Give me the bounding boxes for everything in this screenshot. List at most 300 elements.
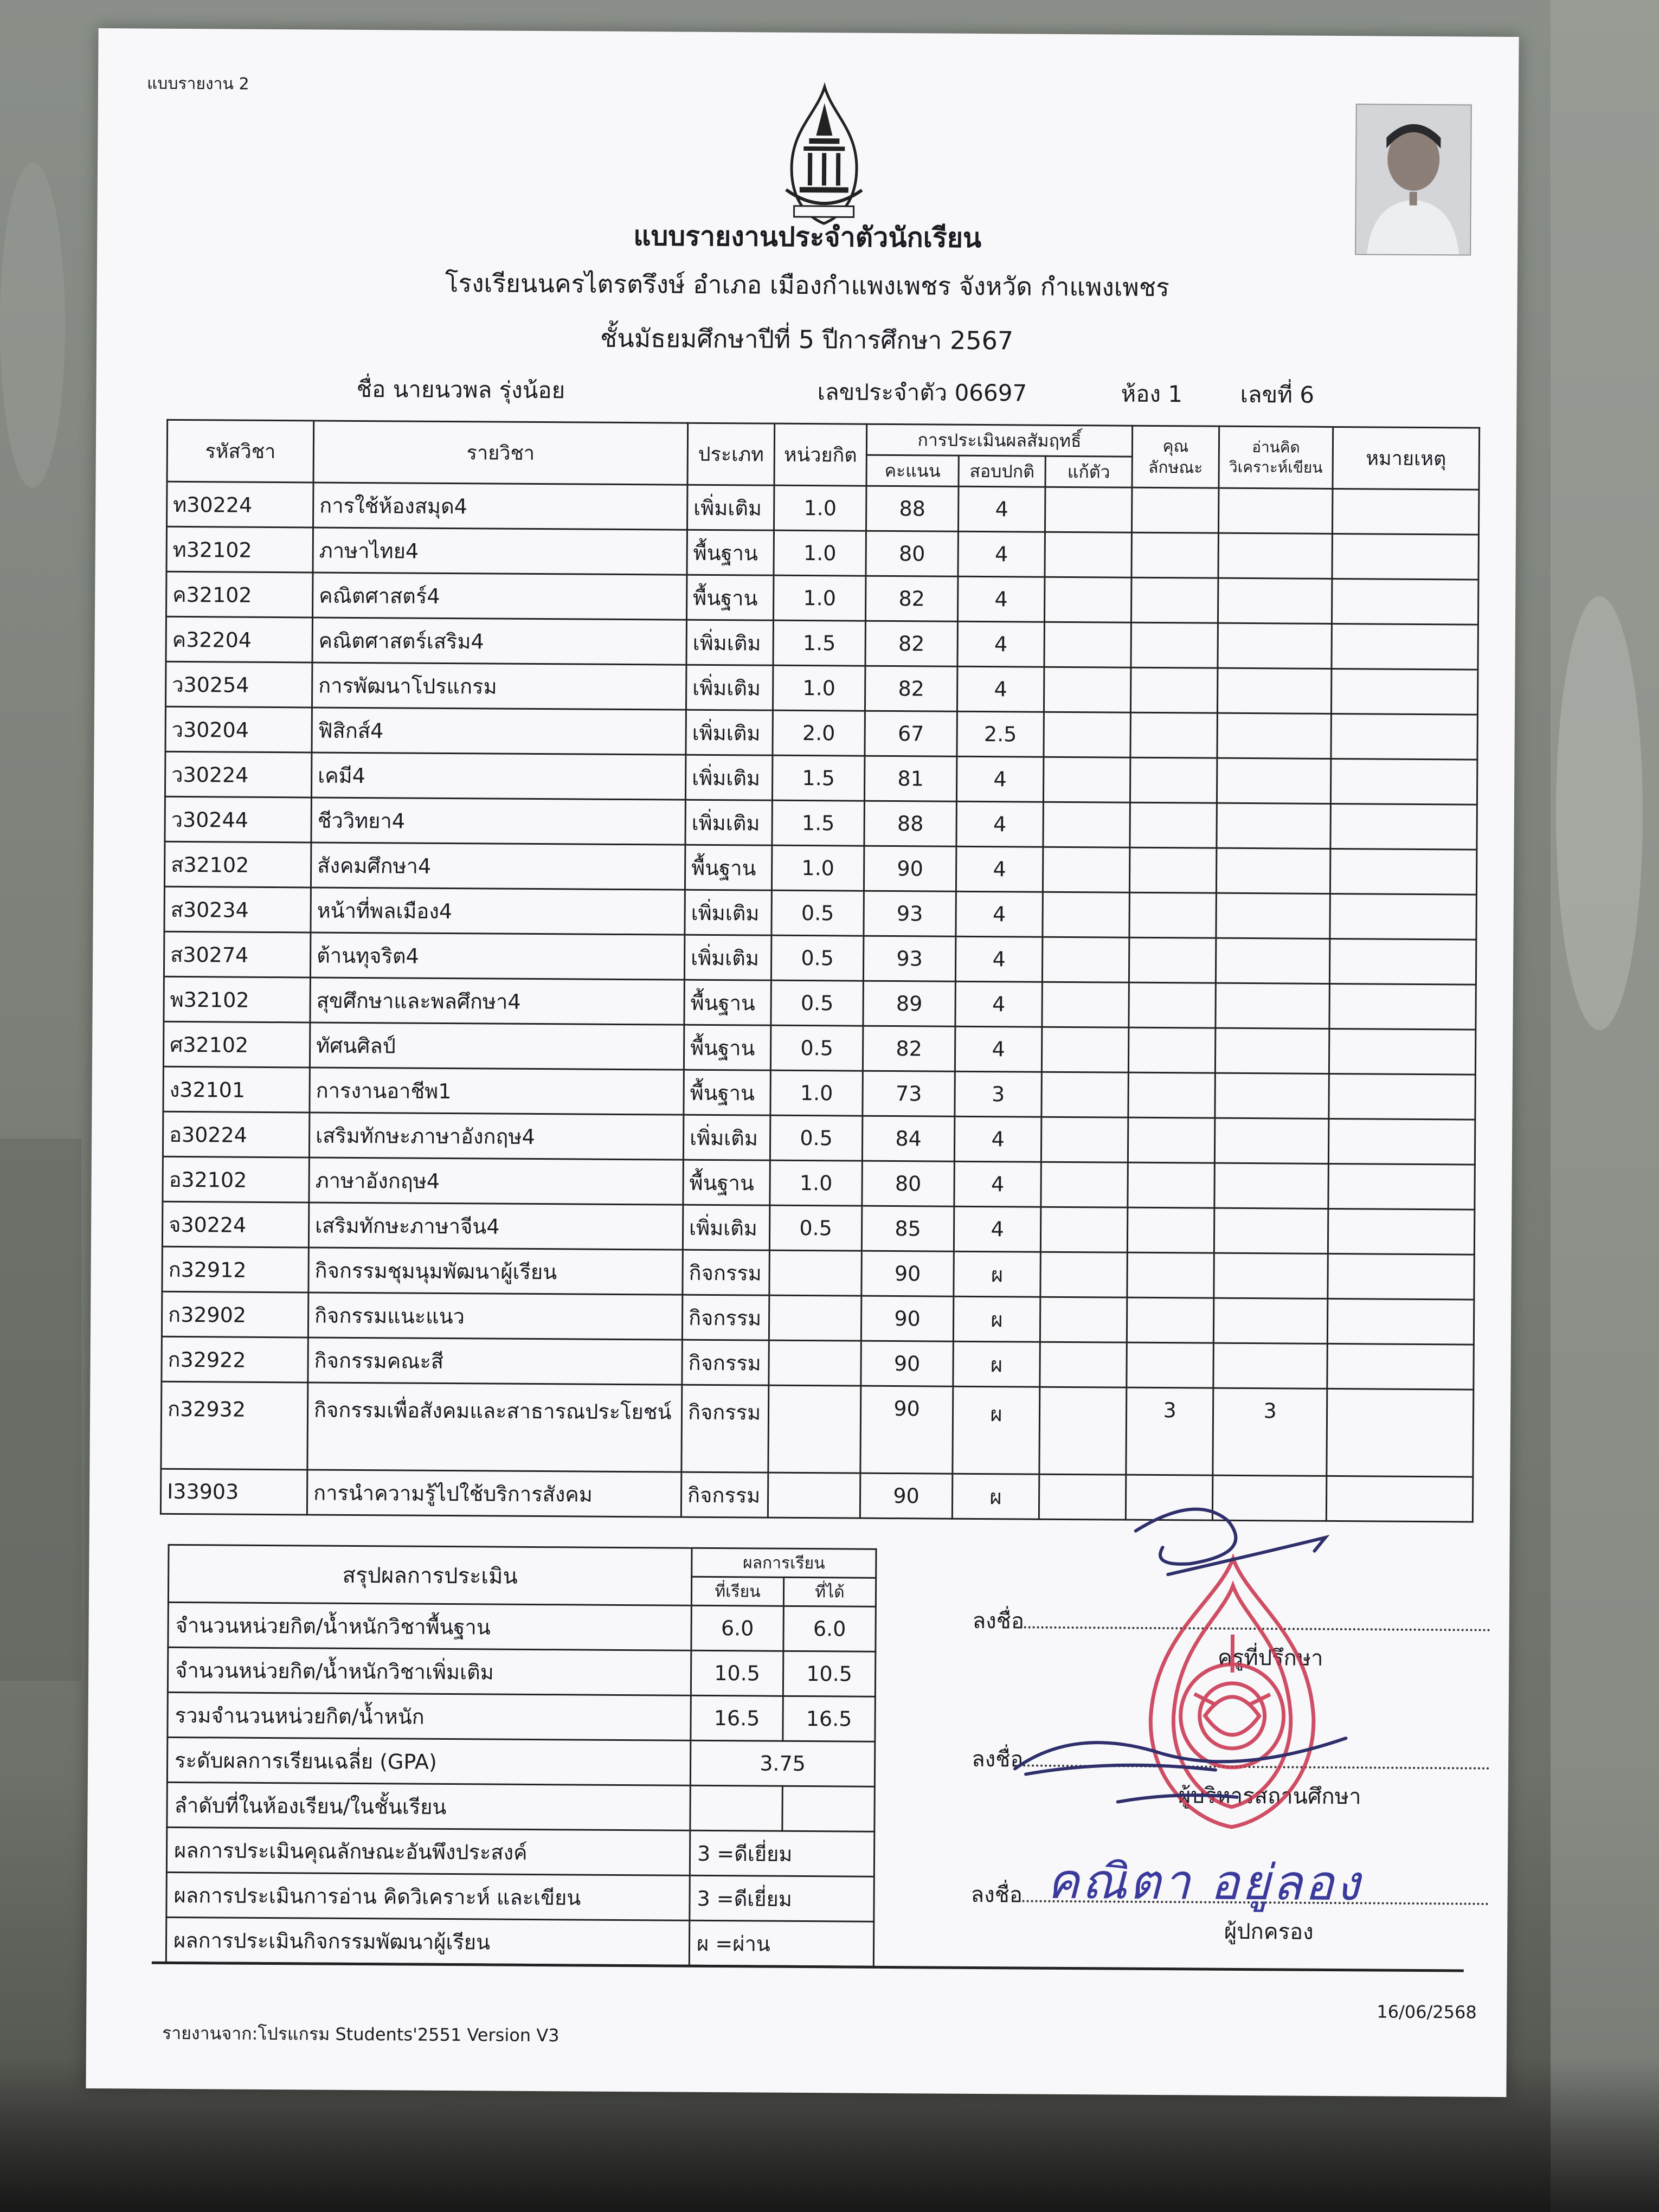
parent-handwritten-name: คณิตา อยู่ลอง: [1046, 1853, 1362, 1912]
school-emblem-logo: [769, 81, 879, 234]
subject-score: 93: [863, 936, 956, 981]
subject-remedial: [1041, 1117, 1128, 1162]
subject-credit: 0.5: [769, 1205, 862, 1251]
subject-type: พื้นฐาน: [685, 845, 772, 890]
subject-credit: [768, 1472, 860, 1518]
subject-code: ว30204: [165, 706, 312, 753]
subject-grade: 4: [955, 1026, 1042, 1072]
subject-score: 90: [864, 846, 956, 891]
subject-name: คณิตศาสตร์4: [312, 573, 686, 620]
subject-remedial: [1040, 1207, 1128, 1252]
table-row: [163, 1156, 1475, 1210]
subject-name: เสริมทักษะภาษาจีน4: [308, 1203, 683, 1250]
subject-reading: [1217, 713, 1332, 758]
report-paper: [86, 28, 1519, 2097]
subject-grade: 4: [954, 1161, 1041, 1207]
subject-remark: [1328, 1253, 1475, 1300]
subject-reading: [1214, 1253, 1328, 1298]
subject-grade: ผ: [953, 1341, 1040, 1387]
subject-credit: 0.5: [770, 1025, 863, 1071]
footer-source: รายงานจาก:โปรแกรม Students'2551 Version V3: [162, 2022, 560, 2046]
summary-row: [168, 1647, 875, 1696]
subject-character: [1132, 487, 1219, 533]
subject-type: เพิ่มเติม: [686, 665, 773, 710]
subject-credit: 2.0: [773, 710, 865, 756]
subject-score: 93: [864, 891, 956, 936]
rank-value-blank: [782, 1786, 875, 1831]
subject-name: การงานอาชีพ1: [310, 1068, 684, 1115]
subject-score: 73: [863, 1071, 955, 1116]
table-row: [165, 796, 1477, 850]
subject-remark: [1328, 1163, 1475, 1210]
summary-result-header: ผลการเรียน: [692, 1548, 876, 1578]
sign-label: ลงชื่อ: [970, 1882, 1023, 1908]
subject-grade: 4: [957, 576, 1045, 622]
subject-score: 90: [861, 1251, 954, 1296]
subject-name: เคมี4: [311, 753, 685, 800]
subject-code: พ32102: [164, 976, 311, 1023]
summary-row: [168, 1692, 875, 1741]
subject-credit: 0.5: [771, 890, 864, 936]
summary-row: [168, 1602, 876, 1651]
subject-remedial: [1045, 487, 1132, 532]
subject-grade: 2.5: [957, 711, 1044, 757]
subject-credit: 1.5: [773, 620, 866, 666]
subject-reading: [1218, 578, 1332, 623]
subject-credit: [768, 1385, 861, 1473]
subject-grade: 4: [958, 531, 1045, 577]
subject-character: [1128, 1162, 1215, 1208]
summary-row-label: รวมจำนวนหน่วยกิต/น้ำหนัก: [168, 1692, 691, 1740]
subject-name: ทัศนศิลป์: [310, 1023, 684, 1070]
sign-label: ลงชื่อ: [972, 1746, 1024, 1772]
summary-title: สรุปผลการประเมิน: [168, 1545, 692, 1605]
subject-remark: [1330, 803, 1477, 850]
subject-credit: [769, 1295, 861, 1341]
subject-score: 82: [865, 666, 957, 711]
subject-code: ท32102: [166, 526, 313, 573]
subject-name: ภาษาอังกฤษ4: [309, 1158, 683, 1205]
subject-type: เพิ่มเติม: [686, 710, 773, 755]
subject-remedial: [1044, 577, 1131, 622]
subject-grade: 4: [955, 981, 1043, 1027]
subject-character: [1130, 802, 1217, 848]
summary-row-enrolled: 10.5: [691, 1650, 783, 1696]
subject-character: [1127, 1297, 1214, 1343]
subject-character: 3: [1126, 1387, 1213, 1475]
subject-character: [1129, 892, 1217, 938]
subject-remedial: [1045, 532, 1132, 577]
subject-type: เพิ่มเติม: [683, 1115, 770, 1160]
subject-remark: [1331, 668, 1478, 715]
grades-body: [160, 481, 1479, 1522]
summary-row-earned: 6.0: [783, 1606, 876, 1651]
subject-character: [1131, 532, 1219, 578]
subject-reading: [1214, 1118, 1329, 1163]
subject-credit: 1.0: [773, 575, 866, 621]
subject-type: พื้นฐาน: [683, 1160, 770, 1205]
subject-type: เพิ่มเติม: [685, 800, 773, 845]
subject-remark: [1327, 1388, 1474, 1477]
evaluation-value: 3 =ดีเยี่ยม: [690, 1830, 874, 1876]
subject-code: จ30224: [162, 1201, 309, 1248]
subject-score: 88: [866, 486, 959, 531]
subject-score: 90: [861, 1296, 954, 1341]
subject-remedial: [1044, 712, 1131, 757]
subject-score: 80: [866, 531, 959, 576]
header-reading: อ่านคิด วิเคราะห์เขียน: [1219, 426, 1333, 488]
rank-value: [690, 1785, 783, 1831]
subject-score: 82: [863, 1026, 955, 1071]
subject-grade: 4: [957, 621, 1045, 667]
subject-code: ท30224: [167, 481, 314, 528]
parent-role: ผู้ปกครอง: [1224, 1919, 1314, 1945]
subject-reading: [1216, 893, 1330, 938]
subject-code: I33903: [160, 1469, 307, 1515]
header-type: ประเภท: [687, 423, 775, 485]
table-row: [164, 931, 1476, 985]
subject-code: ก32922: [162, 1336, 308, 1382]
subject-character: [1127, 1207, 1214, 1253]
subject-reading: [1217, 668, 1332, 713]
school-line: โรงเรียนนครไตรตรึงษ์ อำเภอ เมืองกำแพงเพชร จังหวัด กำแพงเพชร: [445, 268, 1169, 303]
seat-number: เลขที่ 6: [1240, 381, 1315, 408]
table-row: [167, 481, 1479, 535]
header-character: คุณ ลักษณะ: [1132, 426, 1219, 488]
subject-reading: [1217, 758, 1331, 803]
subject-code: ส30274: [164, 931, 311, 978]
subject-grade: 4: [954, 1116, 1041, 1162]
subject-code: อ32102: [163, 1156, 310, 1203]
subject-code: ค32204: [166, 616, 313, 663]
subject-remark: [1329, 1028, 1476, 1075]
subject-type: เพิ่มเติม: [687, 485, 774, 530]
evaluation-value: 3 =ดีเยี่ยม: [690, 1875, 874, 1921]
subject-code: ก32932: [161, 1381, 308, 1470]
subject-reading: [1214, 1208, 1328, 1253]
table-row: [164, 976, 1476, 1030]
subject-code: ว30224: [165, 751, 312, 798]
table-row: [162, 1201, 1474, 1255]
subject-reading: [1213, 1343, 1328, 1388]
subject-reading: [1216, 983, 1330, 1028]
subject-credit: [769, 1340, 861, 1386]
subject-type: กิจกรรม: [681, 1472, 768, 1517]
subject-type: กิจกรรม: [681, 1385, 769, 1472]
form-name: แบบรายงาน 2: [146, 74, 249, 94]
subject-reading: [1215, 1073, 1329, 1118]
subject-remark: [1329, 983, 1476, 1030]
subject-name: กิจกรรมแนะแนว: [308, 1293, 682, 1340]
subject-score: 81: [864, 756, 957, 801]
evaluation-label: ผลการประเมินกิจกรรมพัฒนาผู้เรียน: [166, 1917, 689, 1965]
table-row: [162, 1246, 1474, 1300]
subject-name: กิจกรรมชุมนุมพัฒนาผู้เรียน: [308, 1248, 683, 1295]
table-row: [163, 1111, 1475, 1165]
subject-remedial: [1041, 1027, 1129, 1072]
subject-grade: 4: [958, 486, 1045, 532]
table-row: [163, 1021, 1475, 1075]
subject-score: 82: [865, 576, 958, 621]
subject-grade: 4: [955, 936, 1043, 982]
subject-character: [1130, 712, 1218, 758]
header-score: คะแนน: [866, 455, 959, 486]
subject-type: กิจกรรม: [683, 1250, 770, 1295]
header-achievement: การประเมินผลสัมฤทธิ์: [866, 424, 1132, 456]
subject-remedial: [1043, 847, 1130, 892]
subject-credit: 1.0: [770, 1160, 863, 1206]
subject-type: เพิ่มเติม: [685, 755, 773, 800]
subject-character: [1130, 757, 1217, 803]
subject-name: ภาษาไทย4: [313, 528, 687, 575]
subject-type: พื้นฐาน: [687, 530, 774, 575]
subject-remedial: [1040, 1342, 1127, 1387]
subject-character: [1127, 1342, 1214, 1388]
summary-row-label: จำนวนหน่วยกิต/น้ำหนักวิชาพื้นฐาน: [168, 1602, 691, 1650]
summary-col-earned: ที่ได้: [783, 1577, 876, 1606]
summary-col-enrolled: ที่เรียน: [691, 1577, 783, 1606]
subject-name: ต้านทุจริต4: [310, 933, 684, 980]
summary-row-enrolled: 6.0: [691, 1605, 784, 1651]
evaluation-row: [166, 1872, 874, 1921]
subject-name: การนำความรู้ไปใช้บริการสังคม: [307, 1470, 681, 1517]
subject-remedial: [1039, 1387, 1127, 1475]
rank-label: ลำดับที่ในห้องเรียน/ในชั้นเรียน: [167, 1782, 690, 1830]
subject-grade: ผ: [953, 1386, 1040, 1474]
subject-grade: 4: [956, 756, 1044, 802]
table-row: [165, 661, 1477, 715]
subject-remedial: [1043, 757, 1130, 802]
subject-remark: [1328, 1118, 1475, 1165]
subject-type: พื้นฐาน: [686, 575, 774, 620]
subject-type: พื้นฐาน: [684, 1025, 771, 1070]
subject-remedial: [1044, 667, 1131, 712]
table-row: [166, 571, 1478, 625]
subject-character: [1129, 847, 1217, 893]
subject-score: 67: [865, 711, 957, 756]
table-row: [163, 1066, 1475, 1120]
subject-score: 89: [863, 981, 956, 1026]
subject-type: พื้นฐาน: [684, 980, 771, 1025]
subject-remark: [1329, 938, 1476, 985]
table-row: [165, 751, 1477, 805]
subject-grade: 4: [956, 891, 1043, 937]
subject-remedial: [1042, 982, 1129, 1027]
subject-name: การใช้ห้องสมุด4: [313, 483, 687, 530]
room-number: ห้อง 1: [1121, 380, 1183, 408]
table-row: [165, 706, 1477, 760]
footer-date: 16/06/2568: [1377, 2001, 1477, 2023]
gpa-value: 3.75: [690, 1740, 875, 1786]
subject-remark: [1327, 1343, 1474, 1390]
subject-code: ก32912: [162, 1246, 309, 1293]
subject-code: ส30234: [164, 886, 311, 933]
subject-grade: ผ: [953, 1296, 1040, 1342]
subject-credit: 1.5: [772, 755, 865, 801]
subject-code: ว30254: [165, 661, 312, 708]
subject-remedial: [1040, 1252, 1128, 1297]
sign-label: ลงชื่อ: [972, 1608, 1025, 1634]
subject-credit: 1.0: [774, 530, 866, 576]
header-subject: รายวิชา: [313, 421, 688, 485]
summary-row-label: จำนวนหน่วยกิต/น้ำหนักวิชาเพิ่มเติม: [168, 1647, 691, 1695]
subject-remedial: [1042, 937, 1129, 982]
subject-score: 90: [861, 1341, 954, 1386]
subject-grade: 4: [957, 666, 1044, 712]
subject-type: เพิ่มเติม: [685, 890, 772, 935]
subject-name: หน้าที่พลเมือง4: [311, 888, 685, 935]
subject-type: เพิ่มเติม: [683, 1205, 770, 1250]
summary-row-enrolled: 16.5: [691, 1695, 783, 1741]
summary-row-earned: 16.5: [783, 1696, 876, 1741]
subject-name: การพัฒนาโปรแกรม: [312, 663, 686, 710]
subject-remedial: [1044, 622, 1131, 667]
student-id: เลขประจำตัว 06697: [817, 378, 1027, 407]
subject-remark: [1330, 893, 1477, 940]
subject-character: [1127, 1252, 1214, 1298]
evaluation-value: ผ =ผ่าน: [689, 1920, 874, 1966]
table-row: [164, 886, 1476, 940]
subject-remedial: [1043, 892, 1130, 937]
subject-reading: [1216, 848, 1330, 893]
gpa-label: ระดับผลการเรียนเฉลี่ย (GPA): [167, 1737, 690, 1785]
subject-credit: 0.5: [771, 980, 864, 1026]
subject-remedial: [1041, 1162, 1128, 1207]
subject-credit: 0.5: [770, 1115, 863, 1161]
subject-score: 82: [865, 621, 958, 666]
subject-remark: [1329, 1073, 1476, 1120]
subject-character: [1131, 622, 1218, 668]
evaluation-label: ผลการประเมินคุณลักษณะอันพึงประสงค์: [166, 1827, 690, 1875]
subject-character: [1128, 1117, 1215, 1163]
subject-remark: [1328, 1208, 1475, 1255]
evaluation-row: [166, 1917, 873, 1966]
subject-character: [1129, 937, 1216, 983]
subject-score: 90: [860, 1386, 953, 1474]
subject-code: ค32102: [166, 571, 313, 618]
subject-credit: 1.5: [772, 800, 865, 846]
subject-name: สุขศึกษาและพลศึกษา4: [310, 978, 684, 1025]
subject-score: 85: [861, 1206, 954, 1251]
header-credit: หน่วยกิต: [774, 423, 867, 486]
subject-type: เพิ่มเติม: [686, 620, 774, 665]
grades-table: [160, 419, 1480, 1523]
report-title: แบบรายงานประจำตัวนักเรียน: [633, 220, 982, 254]
header-remedial: แก้ตัว: [1045, 456, 1132, 487]
subject-remark: [1332, 623, 1478, 670]
subject-character: [1130, 667, 1218, 713]
subject-character: [1129, 982, 1216, 1028]
subject-remark: [1332, 578, 1478, 625]
subject-code: ว30244: [165, 796, 312, 843]
subject-name: เสริมทักษะภาษาอังกฤษ4: [309, 1113, 683, 1160]
subject-reading: [1213, 1298, 1328, 1343]
subject-grade: 4: [956, 801, 1044, 847]
subject-reading: [1215, 1028, 1329, 1073]
subject-remark: [1330, 848, 1477, 895]
subject-credit: 1.0: [773, 665, 865, 711]
summary-row-earned: 10.5: [783, 1651, 876, 1696]
table-row: [162, 1291, 1474, 1345]
subject-remark: [1332, 533, 1479, 580]
subject-credit: 0.5: [771, 935, 864, 981]
subject-remedial: [1041, 1072, 1129, 1117]
teacher-role: ครูที่ปรึกษา: [1217, 1645, 1323, 1671]
subject-code: ส32102: [164, 841, 311, 888]
subject-code: ง32101: [163, 1066, 310, 1113]
subject-credit: 1.0: [770, 1070, 863, 1116]
handwritten-signatures: [933, 1497, 1532, 1892]
subject-reading: [1218, 533, 1333, 578]
subject-reading: [1216, 938, 1330, 983]
subject-type: กิจกรรม: [682, 1340, 769, 1385]
subject-score: 88: [864, 801, 957, 846]
subject-type: พื้นฐาน: [684, 1070, 771, 1115]
subject-credit: 1.0: [771, 845, 864, 891]
subject-remark: [1327, 1298, 1474, 1345]
subject-grade: ผ: [954, 1251, 1041, 1297]
subject-character: [1128, 1027, 1216, 1073]
subject-grade: 4: [956, 846, 1043, 892]
subject-score: 90: [860, 1473, 953, 1519]
subject-character: [1131, 577, 1219, 623]
subject-score: 80: [862, 1161, 955, 1206]
subject-remark: [1331, 713, 1478, 760]
subject-type: กิจกรรม: [682, 1295, 769, 1340]
header-code: รหัสวิชา: [167, 420, 314, 483]
subject-code: อ30224: [163, 1111, 310, 1158]
subject-score: 84: [862, 1116, 955, 1161]
evaluation-label: ผลการประเมินการอ่าน คิดวิเคราะห์ และเขียน: [166, 1872, 690, 1920]
header-remark: หมายเหตุ: [1333, 427, 1480, 490]
header-normal: สอบปกติ: [959, 455, 1045, 487]
subject-code: ศ32102: [163, 1021, 310, 1068]
table-row: [164, 841, 1476, 895]
subject-name: กิจกรรมคณะสี: [308, 1338, 682, 1385]
subject-name: กิจกรรมเพื่อสังคมและสาธารณประโยชน์: [307, 1382, 682, 1472]
subject-type: เพิ่มเติม: [684, 935, 771, 980]
subject-name: คณิตศาสตร์เสริม4: [312, 618, 686, 665]
subject-reading: [1217, 803, 1331, 848]
table-row: [161, 1381, 1474, 1477]
subject-grade: ผ: [952, 1474, 1039, 1519]
student-name: ชื่อ นายนวพล รุ่งน้อย: [356, 375, 565, 404]
subject-reading: [1218, 623, 1332, 668]
table-row: [166, 526, 1478, 580]
subject-grade: 3: [955, 1071, 1042, 1117]
subject-reading: [1214, 1163, 1329, 1208]
subject-credit: [769, 1250, 862, 1296]
subject-reading: 3: [1213, 1388, 1327, 1476]
evaluation-row: [166, 1827, 874, 1876]
subject-grade: 4: [954, 1206, 1041, 1252]
subject-reading: [1219, 488, 1333, 533]
summary-eval-rows: [166, 1827, 874, 1966]
subject-remedial: [1043, 802, 1130, 847]
table-row: [166, 616, 1478, 670]
summary-credit-rows: [168, 1602, 876, 1741]
director-role: ผู้บริหารสถานศึกษา: [1178, 1783, 1361, 1810]
subject-remark: [1333, 488, 1480, 535]
subject-code: ก32902: [162, 1291, 308, 1338]
subject-name: สังคมศึกษา4: [311, 843, 685, 890]
subject-name: ฟิสิกส์4: [312, 708, 686, 755]
subject-credit: 1.0: [774, 485, 866, 531]
subject-remark: [1330, 758, 1477, 805]
subject-character: [1128, 1072, 1216, 1118]
subject-remedial: [1040, 1297, 1127, 1342]
subject-name: ชีววิทยา4: [311, 798, 685, 845]
